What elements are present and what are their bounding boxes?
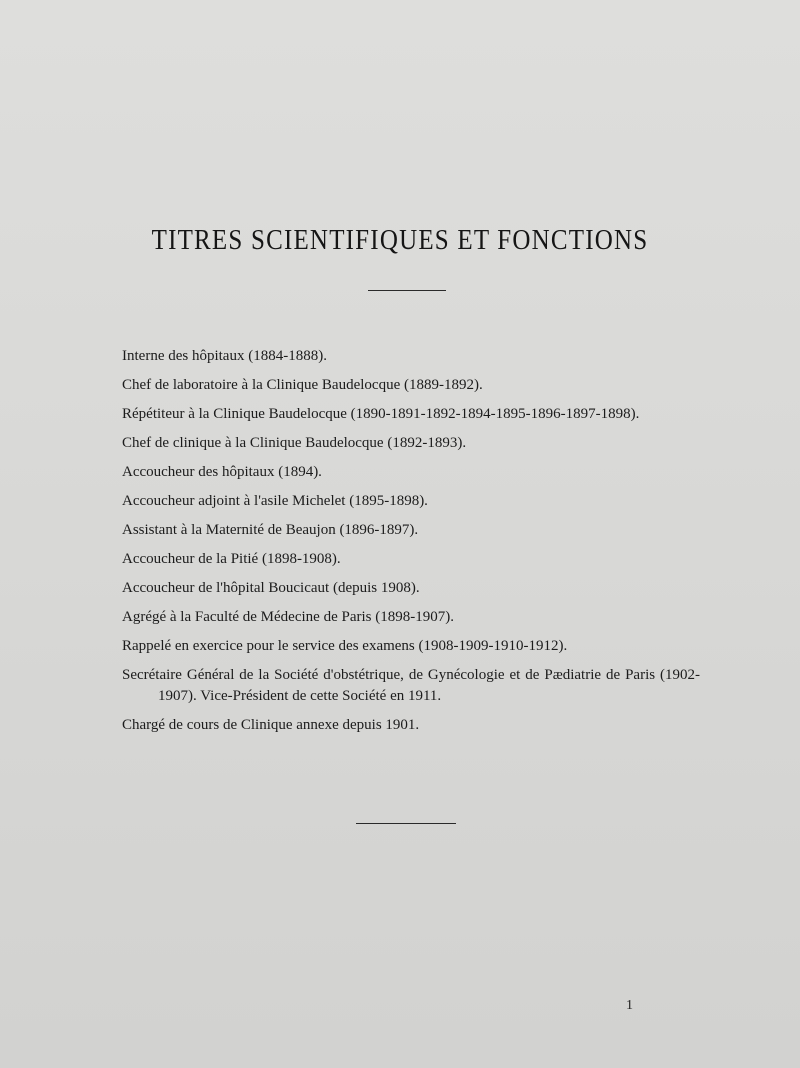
list-item: Interne des hôpitaux (1884-1888). xyxy=(122,348,327,364)
list-item: Agrégé à la Faculté de Médecine de Paris (1898-1907). xyxy=(122,609,454,625)
list-item: Chef de clinique à la Clinique Baudelocque (1892-1893). xyxy=(122,435,467,451)
list-item: Accoucheur de la Pitié (1898-1908). xyxy=(122,551,341,567)
list-item: Accoucheur des hôpitaux (1894). xyxy=(122,464,322,480)
titles-list xyxy=(122,346,700,744)
list-item: Chargé de cours de Clinique annexe depuis 1901. xyxy=(122,717,420,733)
list-item: Rappelé en exercice pour le service des examens (1908-1909-1910-1912). xyxy=(122,638,568,654)
page-title: TITRES SCIENTIFIQUES ET FONCTIONS xyxy=(151,225,649,257)
list-item: Accoucheur adjoint à l'asile Michelet (1895-1898). xyxy=(122,493,428,509)
title-divider xyxy=(368,290,446,291)
list-item: Assistant à la Maternité de Beaujon (1896-1897). xyxy=(122,522,419,538)
list-item: Accoucheur de l'hôpital Boucicaut (depuis 1908). xyxy=(122,580,420,596)
list-item: Répétiteur à la Clinique Baudelocque (1890-1891-1892-1894-1895-1896-1897-1898). xyxy=(122,406,640,422)
list-item: Secrétaire Général de la Société d'obstétrique, de Gynécologie et de Pædiatrie de Paris (1902-1907). Vice-Président de cette Société en 1911. xyxy=(122,667,700,704)
page-number: 1 xyxy=(626,998,633,1013)
end-divider xyxy=(356,823,456,824)
list-item: Chef de laboratoire à la Clinique Baudelocque (1889-1892). xyxy=(122,377,483,393)
